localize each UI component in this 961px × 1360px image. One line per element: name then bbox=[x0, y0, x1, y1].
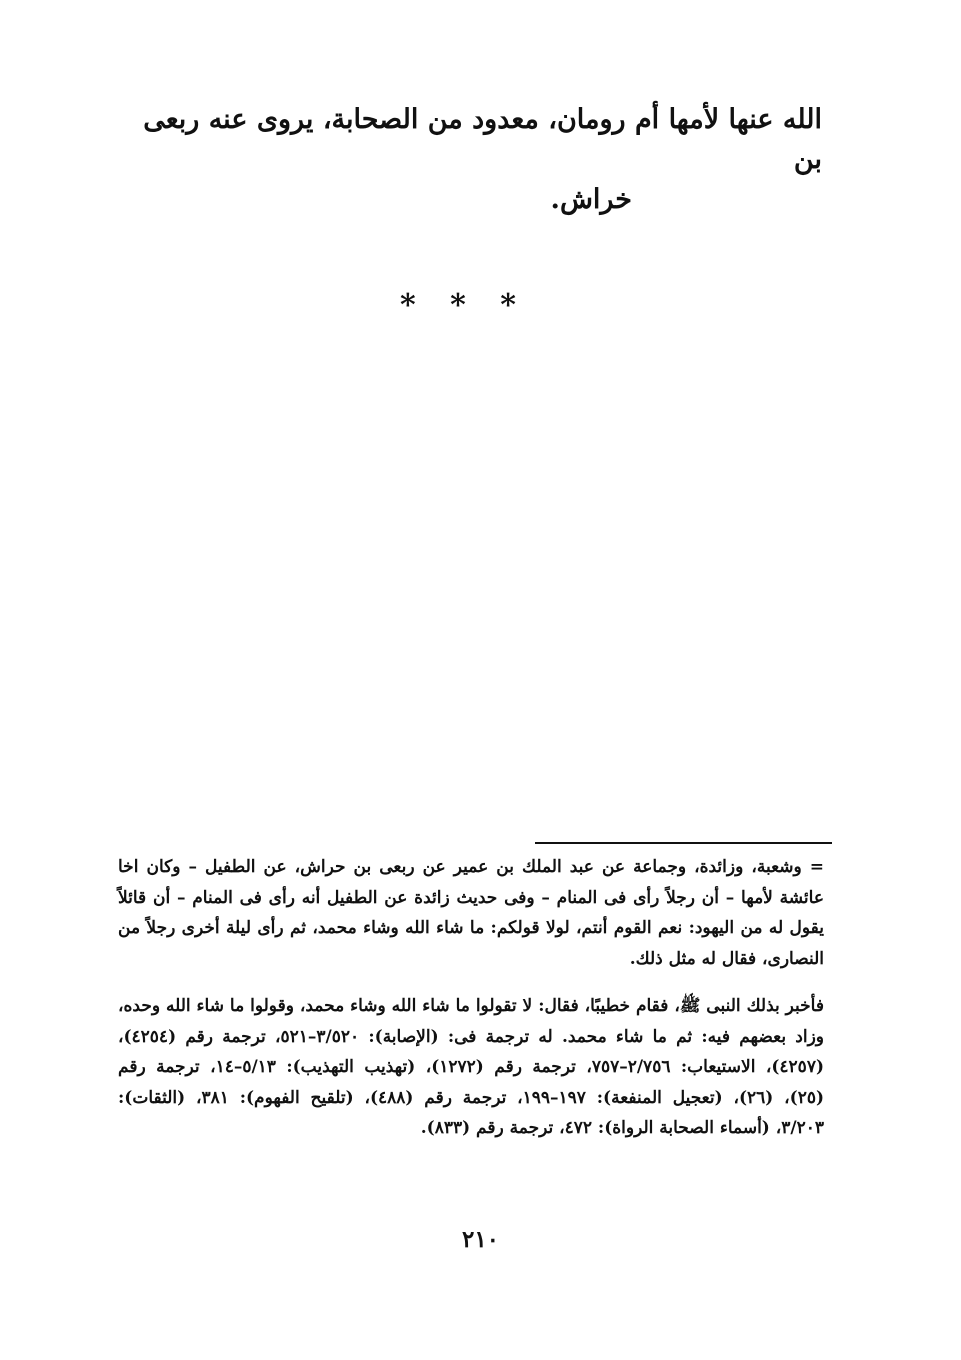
footnote-paragraph-1 bbox=[118, 852, 824, 974]
footnote-paragraph-2: فأخبر بذلك النبى ﷺ، فقام خطيبًا، فقال: لا تقولوا ما شاء الله وشاء محمد، وقولوا ما شاء الله وحده، وزاد بعضهم فيه: ثم ما شاء محمد. له ترجمة فى: (الإصابة): ٣/٥٢٠–٥٢١، ترجمة رقم (٤٢٥٤)، (٤٢٥٧)، الاستيعاب: ٢/٧٥٦–٧٥٧، ترجمة رقم (١٢٧٢)، (تهذيب التهذيب): ٥/١٣–١٤، ترجمة رقم (٢٥)، (٢٦)، (تعجيل المنفعة): ١٩٧–١٩٩، ترجمة رقم (٤٨٨)، (تلقيح الفهوم): ٣٨١، (الثقات): ٣/٢٠٣، (أسماء الصحابة الرواة): ٤٧٢، ترجمة رقم (٨٣٣). bbox=[118, 996, 825, 1138]
footnote-divider bbox=[535, 842, 832, 844]
footnotes bbox=[118, 852, 824, 1144]
main-text bbox=[110, 100, 822, 220]
section-separator: * * * bbox=[400, 288, 528, 323]
page-number: ٢١٠ bbox=[461, 1226, 500, 1253]
footnote-continuation-mark: = bbox=[809, 857, 824, 877]
main-text-line-1: الله عنها لأمها أم رومان، معدود من الصحابة، يروى عنه ربعى بن bbox=[143, 104, 822, 175]
footnote-paragraph-1-text: وشعبة، وزائدة، وجماعة عن عبد الملك بن عمير عن ربعى بن حراش، عن الطفيل – وكان اخا عائشة لأمها – أن رجلاً رأى فى المنام – وفى حديث زائدة عن الطفيل أنه رأى فى المنام – أن قائلاً يقول له من اليهود: نعم القوم أنتم، لولا قولكم: ما شاء الله وشاء محمد، ثم رأى ليلة أخرى رجلاً من النصارى، فقال له مثل ذلك. bbox=[118, 857, 824, 969]
main-text-line-2: خراش. bbox=[550, 184, 632, 215]
